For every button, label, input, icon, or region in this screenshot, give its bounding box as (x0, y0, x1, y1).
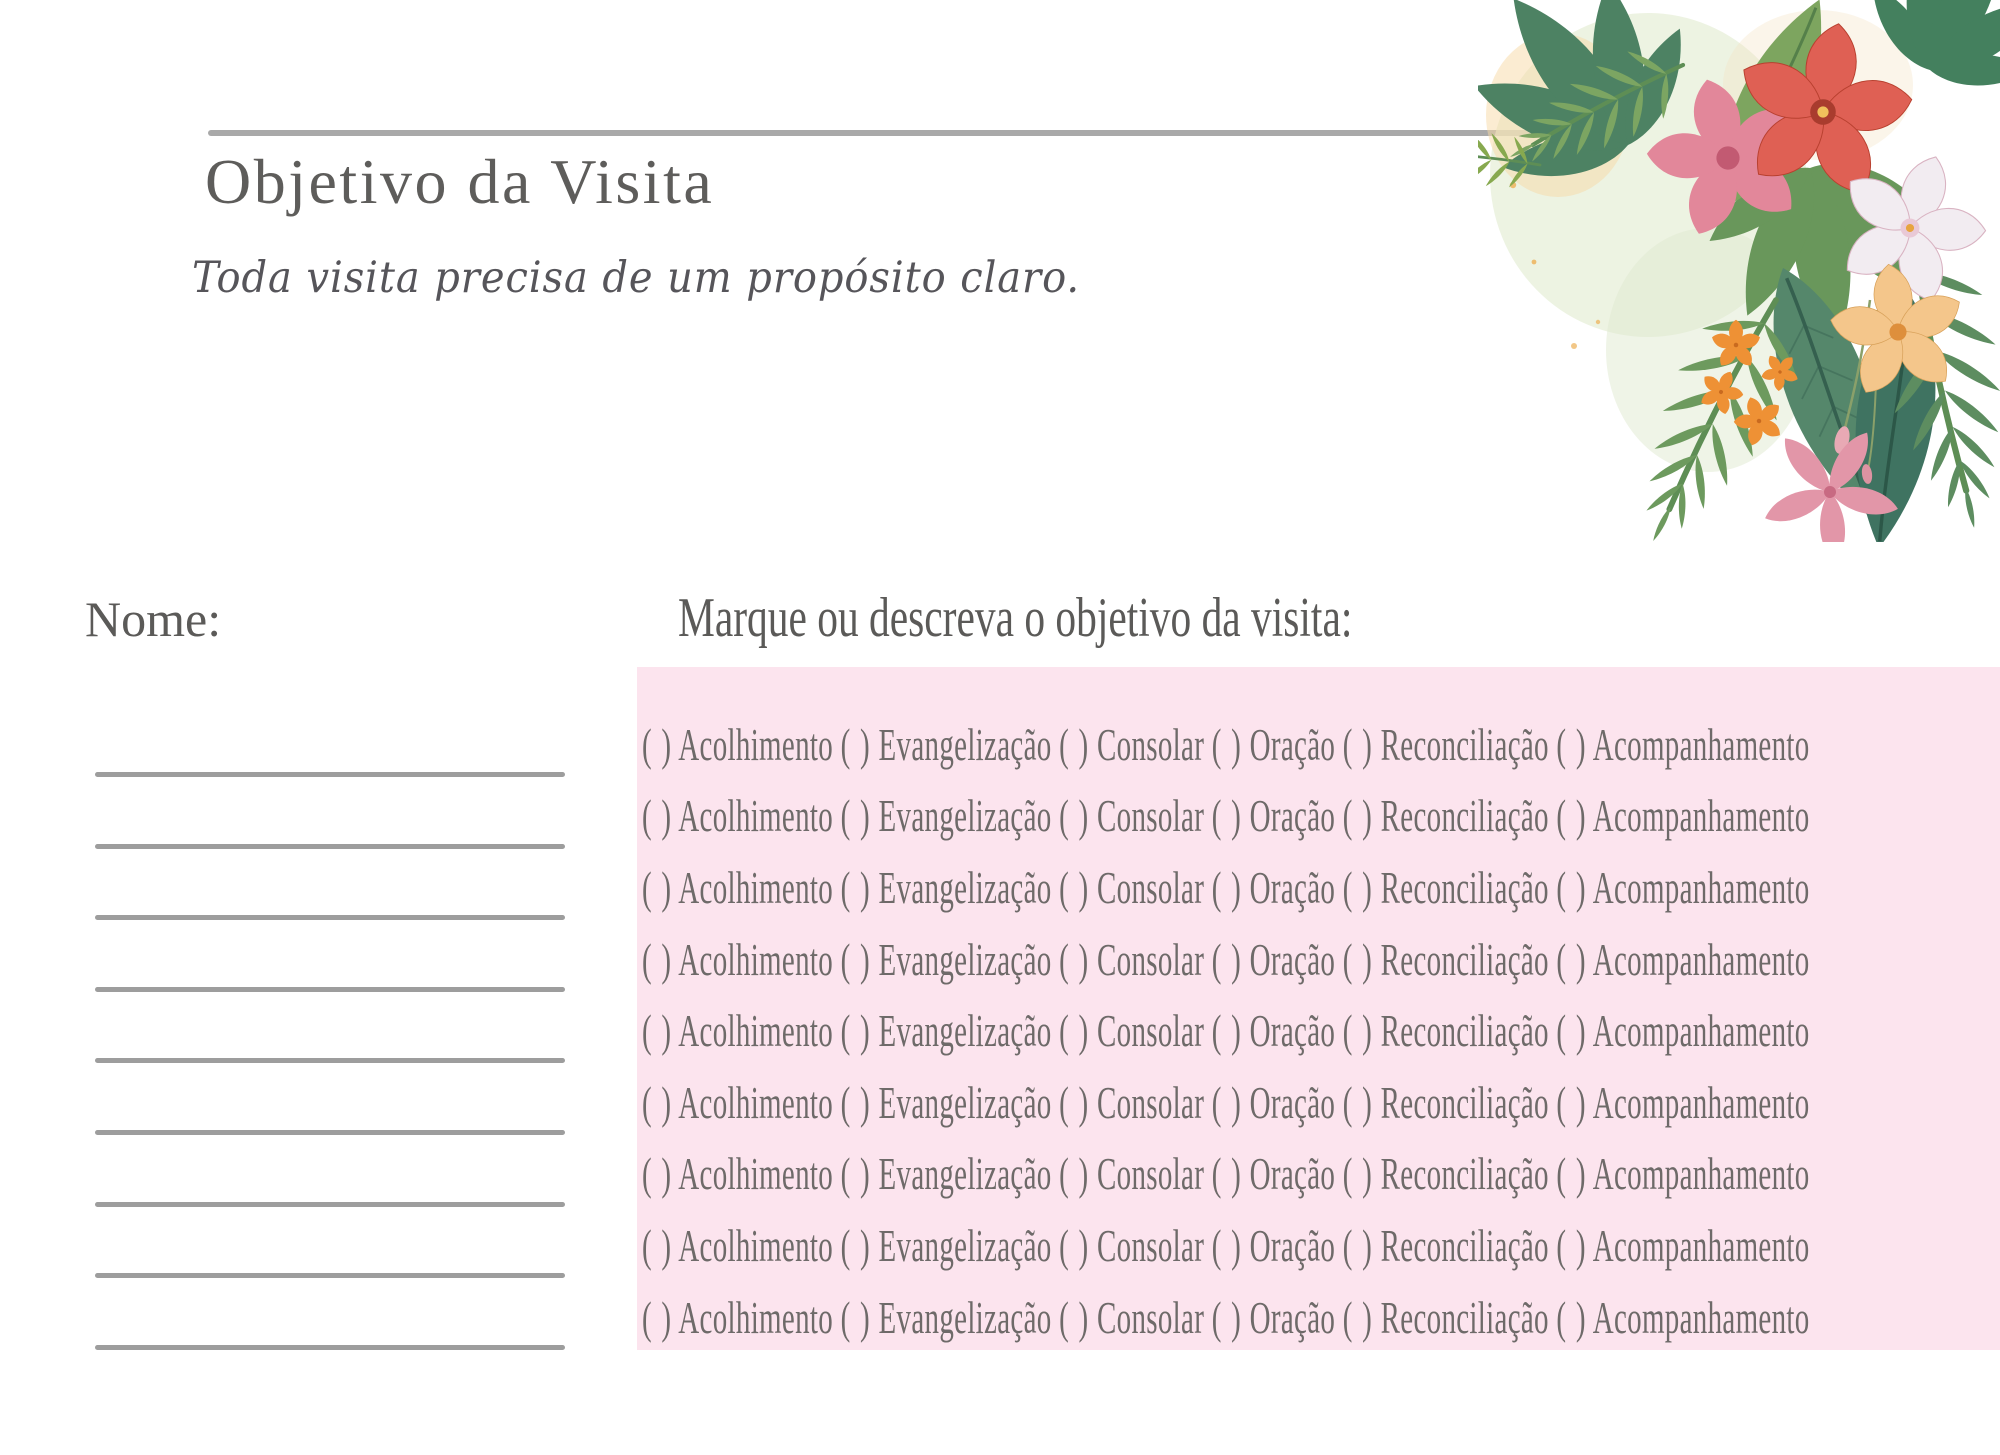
checkbox-marker[interactable]: ( ) (840, 1148, 871, 1200)
checkbox-marker[interactable]: ( ) (642, 1076, 673, 1128)
option-label: Oração (1249, 1291, 1336, 1343)
options-row-text (642, 1005, 1810, 1057)
option-label: Consolar (1097, 933, 1205, 985)
checkbox-marker[interactable]: ( ) (1556, 1219, 1587, 1271)
checkbox-marker[interactable]: ( ) (1059, 933, 1090, 985)
option-label: Consolar (1097, 718, 1205, 770)
option-label: Acolhimento (678, 1005, 834, 1057)
checkbox-marker[interactable]: ( ) (642, 933, 673, 985)
checkbox-marker[interactable]: ( ) (840, 933, 871, 985)
checkbox-marker[interactable]: ( ) (1342, 861, 1374, 913)
option-label: Reconciliação (1380, 1076, 1549, 1128)
checkbox-marker[interactable]: ( ) (1211, 1076, 1243, 1128)
options-row (642, 709, 2000, 781)
option-label: Consolar (1097, 1076, 1205, 1128)
option-label: Acompanhamento (1592, 1219, 1810, 1271)
option-label: Oração (1249, 1219, 1336, 1271)
name-write-in-line[interactable] (95, 772, 565, 777)
tropical-floral-artwork (1478, 0, 2000, 542)
option-label: Evangelização (878, 1005, 1052, 1057)
checkbox-marker[interactable]: ( ) (642, 861, 673, 913)
options-row-text (642, 933, 1810, 985)
checkbox-marker[interactable]: ( ) (840, 861, 871, 913)
option-label: Consolar (1097, 1148, 1205, 1200)
checkbox-marker[interactable]: ( ) (1342, 1076, 1374, 1128)
option-label: Acolhimento (678, 1076, 834, 1128)
checkbox-marker[interactable]: ( ) (1059, 1219, 1090, 1271)
checkbox-marker[interactable]: ( ) (1059, 1005, 1090, 1057)
options-rows-group (642, 667, 2000, 1350)
option-label: Acompanhamento (1592, 1005, 1810, 1057)
checkbox-marker[interactable]: ( ) (1342, 1291, 1374, 1343)
option-label: Acompanhamento (1592, 790, 1810, 842)
checkbox-marker[interactable]: ( ) (642, 790, 673, 842)
name-write-in-line[interactable] (95, 1202, 565, 1207)
option-label: Consolar (1097, 861, 1205, 913)
checkbox-marker[interactable]: ( ) (642, 1291, 673, 1343)
option-label: Acolhimento (678, 1148, 834, 1200)
checkbox-marker[interactable]: ( ) (642, 1005, 673, 1057)
option-label: Evangelização (878, 861, 1052, 913)
option-label: Reconciliação (1380, 1148, 1549, 1200)
options-row (642, 995, 2000, 1067)
name-write-in-line[interactable] (95, 1345, 565, 1350)
options-row-text (642, 1291, 1810, 1343)
option-label: Reconciliação (1380, 933, 1549, 985)
name-write-in-line[interactable] (95, 1273, 565, 1278)
option-label: Consolar (1097, 1291, 1205, 1343)
name-lines-group (95, 772, 565, 1350)
header-divider-rule (208, 130, 1545, 136)
checkbox-marker[interactable]: ( ) (642, 1219, 673, 1271)
option-label: Reconciliação (1380, 1005, 1549, 1057)
option-label: Evangelização (878, 718, 1052, 770)
checkbox-marker[interactable]: ( ) (1556, 718, 1587, 770)
option-label: Consolar (1097, 1219, 1205, 1271)
option-label: Acolhimento (678, 790, 834, 842)
page-title: Objetivo da Visita (205, 146, 715, 217)
checkbox-marker[interactable]: ( ) (1059, 861, 1090, 913)
options-row (642, 1210, 2000, 1282)
checkbox-marker[interactable]: ( ) (840, 790, 871, 842)
option-label: Reconciliação (1380, 790, 1549, 842)
name-column-label: Nome: (85, 591, 222, 647)
checkbox-marker[interactable]: ( ) (1059, 1291, 1090, 1343)
options-row-text (642, 1219, 1810, 1271)
option-label: Consolar (1097, 790, 1205, 842)
options-row (642, 781, 2000, 853)
option-label: Acolhimento (678, 1219, 834, 1271)
checkbox-marker[interactable]: ( ) (1556, 933, 1587, 985)
checkbox-marker[interactable]: ( ) (1556, 790, 1587, 842)
options-row-text (642, 718, 1810, 770)
checkbox-marker[interactable]: ( ) (1342, 933, 1374, 985)
options-row (642, 852, 2000, 924)
option-label: Reconciliação (1380, 861, 1549, 913)
option-label: Reconciliação (1380, 1219, 1549, 1271)
checkbox-marker[interactable]: ( ) (1211, 861, 1243, 913)
option-label: Evangelização (878, 933, 1052, 985)
page-subtitle: Toda visita precisa de um propósito claro. (192, 253, 1081, 303)
option-label: Acompanhamento (1592, 933, 1810, 985)
option-label: Oração (1249, 718, 1336, 770)
option-label: Acolhimento (678, 718, 834, 770)
options-row (642, 1139, 2000, 1211)
option-label: Consolar (1097, 1005, 1205, 1057)
checkbox-marker[interactable]: ( ) (1556, 1148, 1587, 1200)
checkbox-marker[interactable]: ( ) (1059, 1148, 1090, 1200)
options-row-text (642, 861, 1810, 913)
checkbox-marker[interactable]: ( ) (1211, 1148, 1243, 1200)
name-write-in-line[interactable] (95, 1130, 565, 1135)
checkbox-marker[interactable]: ( ) (1342, 718, 1374, 770)
name-write-in-line[interactable] (95, 987, 565, 992)
options-heading: Marque ou descreva o objetivo da visita: (678, 587, 1353, 649)
checkbox-marker[interactable]: ( ) (840, 718, 871, 770)
option-label: Acolhimento (678, 933, 834, 985)
checkbox-marker[interactable]: ( ) (1211, 1291, 1243, 1343)
options-row-text (642, 1148, 1810, 1200)
option-label: Acompanhamento (1592, 861, 1810, 913)
option-label: Oração (1249, 1076, 1336, 1128)
checkbox-marker[interactable]: ( ) (1211, 1005, 1243, 1057)
checkbox-marker[interactable]: ( ) (840, 1291, 871, 1343)
option-label: Reconciliação (1380, 1291, 1549, 1343)
checkbox-marker[interactable]: ( ) (840, 1219, 871, 1271)
option-label: Evangelização (878, 1291, 1052, 1343)
checkbox-marker[interactable]: ( ) (1342, 790, 1374, 842)
checkbox-marker[interactable]: ( ) (642, 1148, 673, 1200)
option-label: Acompanhamento (1592, 1076, 1810, 1128)
options-row-text (642, 790, 1810, 842)
option-label: Reconciliação (1380, 718, 1549, 770)
checkbox-marker[interactable]: ( ) (1556, 1076, 1587, 1128)
option-label: Acompanhamento (1592, 718, 1810, 770)
checkbox-marker[interactable]: ( ) (840, 1076, 871, 1128)
name-write-in-line[interactable] (95, 1058, 565, 1063)
option-label: Acompanhamento (1592, 1291, 1810, 1343)
checkbox-marker[interactable]: ( ) (1211, 790, 1243, 842)
option-label: Evangelização (878, 1076, 1052, 1128)
checkbox-marker[interactable]: ( ) (1556, 861, 1587, 913)
option-label: Oração (1249, 790, 1336, 842)
checkbox-marker[interactable]: ( ) (1556, 1291, 1587, 1343)
option-label: Acolhimento (678, 1291, 834, 1343)
option-label: Acompanhamento (1592, 1148, 1810, 1200)
name-write-in-line[interactable] (95, 844, 565, 849)
options-row (642, 1282, 2000, 1354)
option-label: Evangelização (878, 790, 1052, 842)
checkbox-marker[interactable]: ( ) (1342, 1005, 1374, 1057)
option-label: Evangelização (878, 1219, 1052, 1271)
option-label: Acolhimento (678, 861, 834, 913)
name-write-in-line[interactable] (95, 915, 565, 920)
checkbox-marker[interactable]: ( ) (642, 718, 673, 770)
options-row (642, 1067, 2000, 1139)
checkbox-marker[interactable]: ( ) (1342, 1148, 1374, 1200)
option-label: Oração (1249, 861, 1336, 913)
checkbox-marker[interactable]: ( ) (1556, 1005, 1587, 1057)
option-label: Oração (1249, 1148, 1336, 1200)
checkbox-marker[interactable]: ( ) (1059, 718, 1090, 770)
option-label: Oração (1249, 1005, 1336, 1057)
options-row (642, 924, 2000, 996)
checkbox-marker[interactable]: ( ) (1342, 1219, 1374, 1271)
option-label: Evangelização (878, 1148, 1052, 1200)
options-row-text (642, 1076, 1810, 1128)
checkbox-marker[interactable]: ( ) (1211, 1219, 1243, 1271)
checkbox-marker[interactable]: ( ) (1059, 790, 1090, 842)
checkbox-marker[interactable]: ( ) (1059, 1076, 1090, 1128)
checkbox-marker[interactable]: ( ) (840, 1005, 871, 1057)
checkbox-marker[interactable]: ( ) (1211, 933, 1243, 985)
checkbox-marker[interactable]: ( ) (1211, 718, 1243, 770)
option-label: Oração (1249, 933, 1336, 985)
